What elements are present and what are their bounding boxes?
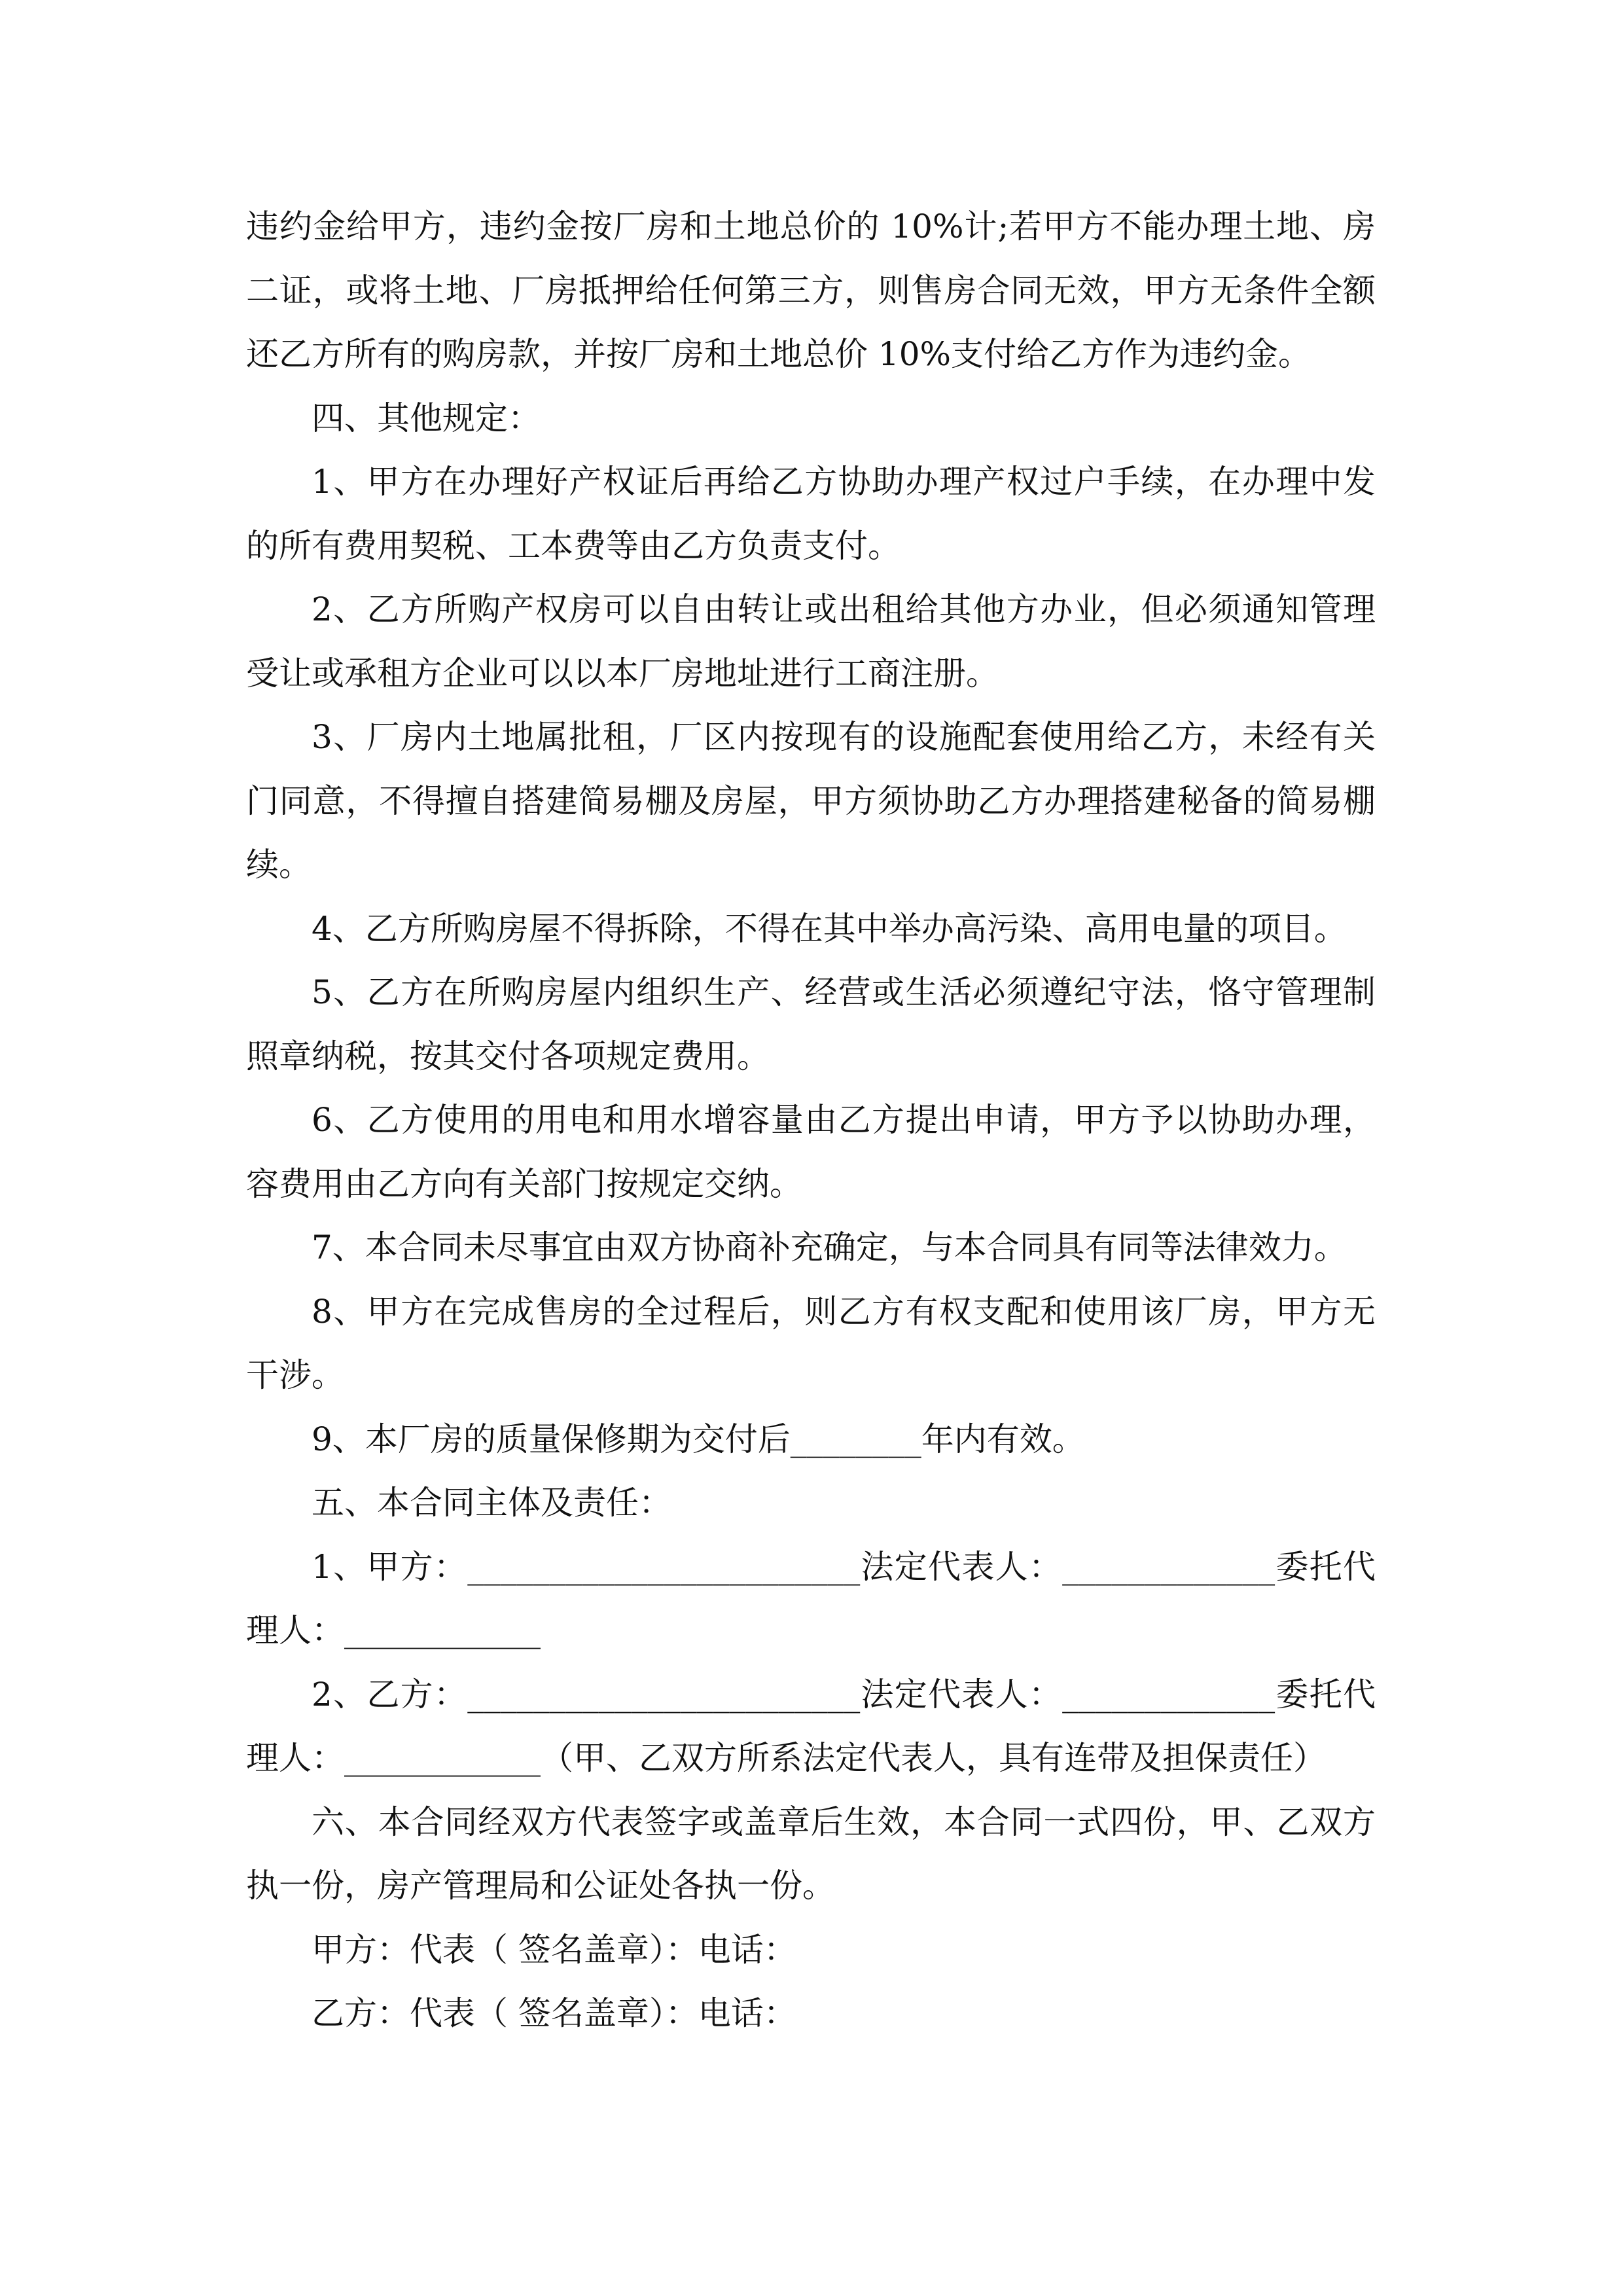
paragraph (246, 1088, 1376, 1216)
text-line: 四、其他规定： (312, 399, 541, 437)
paragraph (246, 1471, 1376, 1535)
paragraph (246, 706, 1376, 897)
text-line: 乙方：代表（ 签名盖章）：电话： (312, 1994, 796, 2032)
text-line: 照章纳税，按其交付各项规定费用。 (246, 1037, 770, 1075)
text-line: 理人：____________（甲、乙双方所系法定代表人，具有连带及担保责任） (246, 1739, 1326, 1777)
text-line: 的所有费用契税、工本费等由乙方负责支付。 (246, 526, 901, 565)
text-line: 8、甲方在完成售房的全过程后，则乙方有权支配和使用该厂房，甲方无 (312, 1292, 1376, 1331)
paragraph (246, 1982, 1376, 2046)
text-line: 违约金给甲方，违约金按厂房和土地总价的 10%计;若甲方不能办理土地、房 (246, 207, 1376, 245)
contract-page-body (246, 195, 1376, 2046)
text-line: 6、乙方使用的用电和用水增容量由乙方提出申请，甲方予以协助办理， (312, 1101, 1376, 1139)
paragraph (246, 1280, 1376, 1408)
text-line: 门同意，不得擅自搭建简易棚及房屋，甲方须协助乙方办理搭建秘备的简易棚 (246, 781, 1376, 820)
text-line: 甲方：代表（ 签名盖章）：电话： (312, 1930, 796, 1969)
paragraph (246, 1535, 1376, 1663)
text-line: 五、本合同主体及责任： (312, 1484, 671, 1522)
text-line: 5、乙方在所购房屋内组织生产、经营或生活必须遵纪守法，恪守管理制 (312, 973, 1376, 1011)
text-line: 1、甲方在办理好产权证后再给乙方协助办理产权过户手续，在办理中发 (312, 463, 1376, 501)
text-line: 受让或承租方企业可以以本厂房地址进行工商注册。 (246, 654, 999, 692)
text-line: 六、本合同经双方代表签字或盖章后生效，本合同一式四份，甲、乙双方 (312, 1803, 1376, 1841)
text-line: 理人：____________ (246, 1611, 541, 1649)
paragraph (246, 387, 1376, 451)
text-line: 3、厂房内土地属批租，厂区内按现有的设施配套使用给乙方，未经有关 (312, 718, 1376, 756)
paragraph (246, 897, 1376, 961)
paragraph (246, 578, 1376, 706)
text-line: 二证，或将土地、厂房抵押给任何第三方，则售房合同无效，甲方无条件全额 (246, 271, 1376, 310)
text-line: 1、甲方：________________________法定代表人：_____________委托代 (312, 1547, 1376, 1586)
text-line: 续。 (246, 846, 312, 884)
paragraph (246, 961, 1376, 1088)
paragraph (246, 1663, 1376, 1791)
text-line: 7、本合同未尽事宜由双方协商补充确定，与本合同具有同等法律效力。 (312, 1229, 1347, 1266)
text-line: 还乙方所有的购房款，并按厂房和土地总价 10%支付给乙方作为违约金。 (246, 335, 1311, 373)
paragraph (246, 195, 1376, 387)
text-line: 2、乙方所购产权房可以自由转让或出租给其他方办业，但必须通知管理 (312, 590, 1376, 628)
paragraph (246, 1791, 1376, 1918)
paragraph (246, 1918, 1376, 1982)
text-line: 容费用由乙方向有关部门按规定交纳。 (246, 1164, 802, 1203)
paragraph (246, 450, 1376, 578)
text-line: 9、本厂房的质量保修期为交付后________年内有效。 (312, 1420, 1085, 1458)
text-line: 2、乙方：________________________法定代表人：_____________委托代 (312, 1675, 1376, 1713)
text-line: 干涉。 (246, 1356, 344, 1394)
paragraph (246, 1408, 1376, 1472)
text-line: 4、乙方所购房屋不得拆除，不得在其中举办高污染、高用电量的项目。 (312, 909, 1347, 948)
paragraph (246, 1216, 1376, 1280)
text-line: 执一份，房产管理局和公证处各执一份。 (246, 1867, 835, 1905)
